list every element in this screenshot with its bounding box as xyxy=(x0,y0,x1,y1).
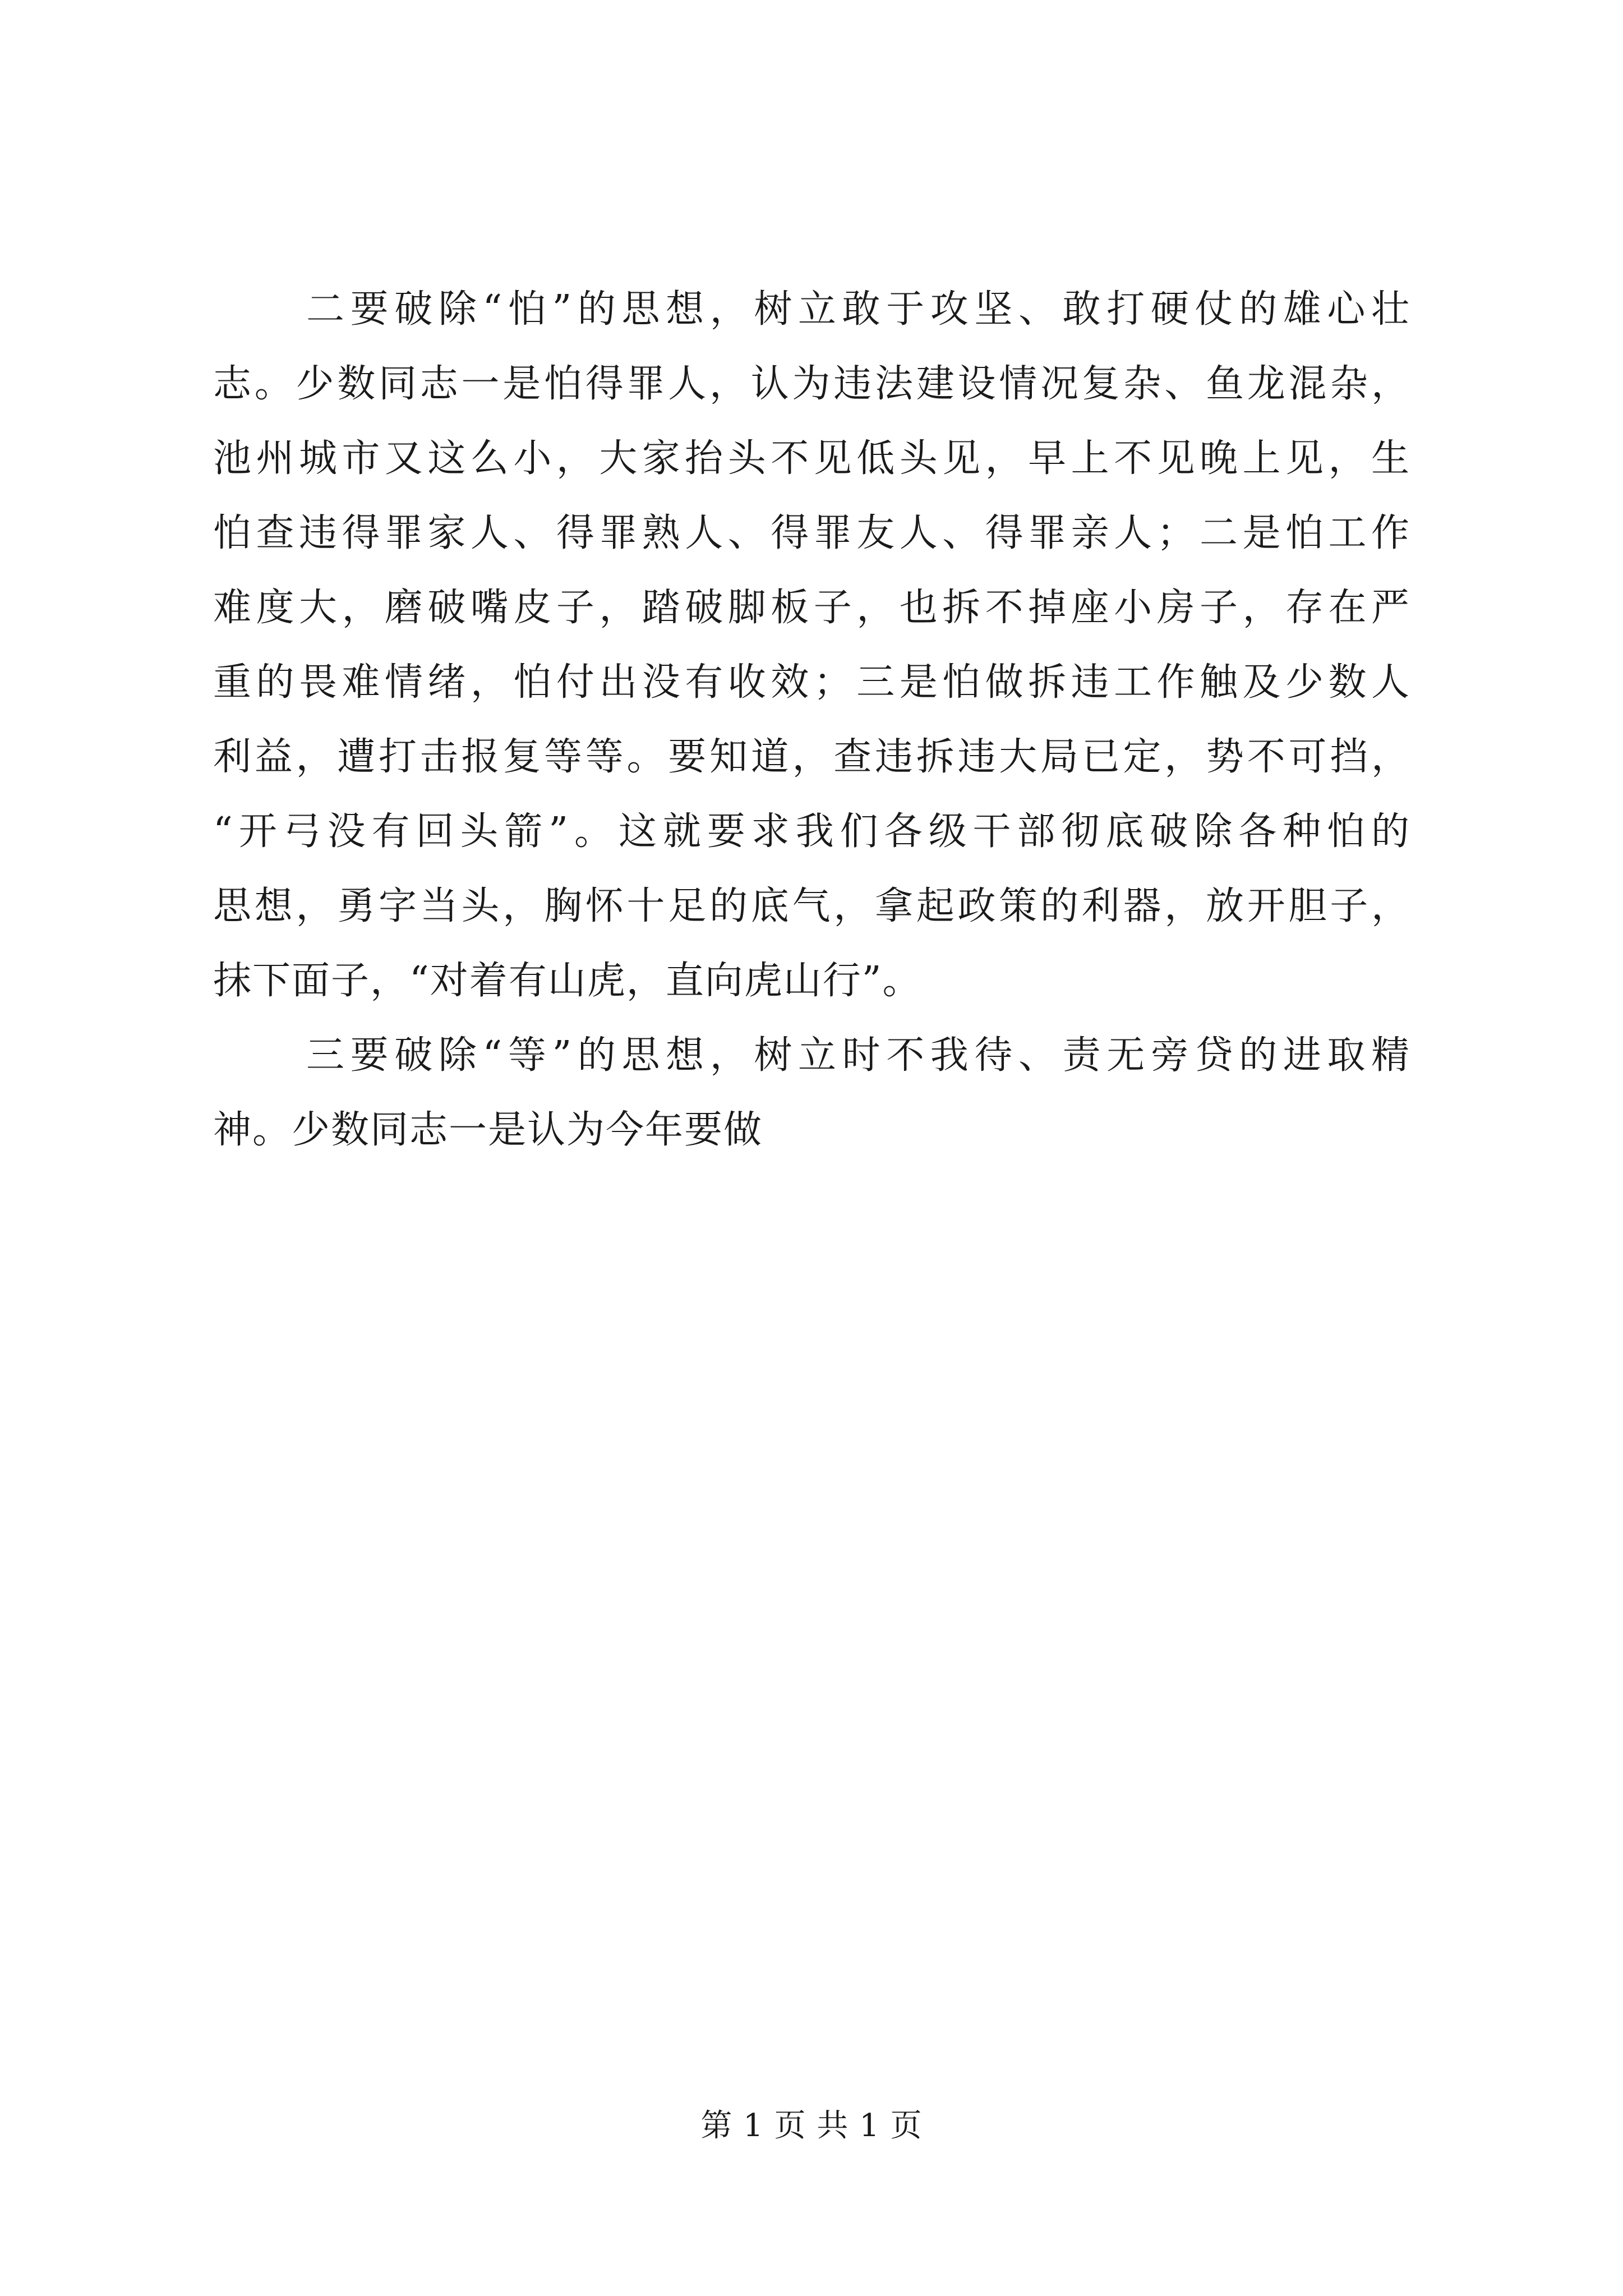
text-line: 志。少数同志一是怕得罪人，认为违法建设情况复杂、鱼龙混杂， xyxy=(213,362,1410,406)
text-line: “开弓没有回头箭”。这就要求我们各级干部彻底破除各种怕的 xyxy=(213,809,1410,854)
document-body xyxy=(213,272,1410,1167)
text-line: 二要破除“怕”的思想，树立敢于攻坚、敢打硬仗的雄心壮 xyxy=(306,287,1410,332)
text-line: 抹下面子，“对着有山虎，直向虎山行”。 xyxy=(213,959,922,1003)
page-number: 第 1 页 共 1 页 xyxy=(700,2108,923,2144)
paragraph-2 xyxy=(213,1018,1410,1167)
text-line: 怕查违得罪家人、得罪熟人、得罪友人、得罪亲人；二是怕工作 xyxy=(213,511,1410,555)
text-line: 难度大，磨破嘴皮子，踏破脚板子，也拆不掉座小房子，存在严 xyxy=(213,586,1410,630)
text-line: 池州城市又这么小，大家抬头不见低头见，早上不见晚上见，生 xyxy=(213,436,1410,481)
text-line: 神。少数同志一是认为今年要做 xyxy=(213,1108,763,1152)
text-line: 利益，遭打击报复等等。要知道，查违拆违大局已定，势不可挡， xyxy=(213,735,1410,779)
page-footer xyxy=(0,2106,1623,2146)
text-line: 思想，勇字当头，胸怀十足的底气，拿起政策的利器，放开胆子， xyxy=(213,884,1410,928)
text-line: 重的畏难情绪，怕付出没有收效；三是怕做拆违工作触及少数人 xyxy=(213,660,1410,705)
paragraph-1 xyxy=(213,272,1410,1018)
text-line: 三要破除“等”的思想，树立时不我待、责无旁贷的进取精 xyxy=(306,1033,1410,1078)
